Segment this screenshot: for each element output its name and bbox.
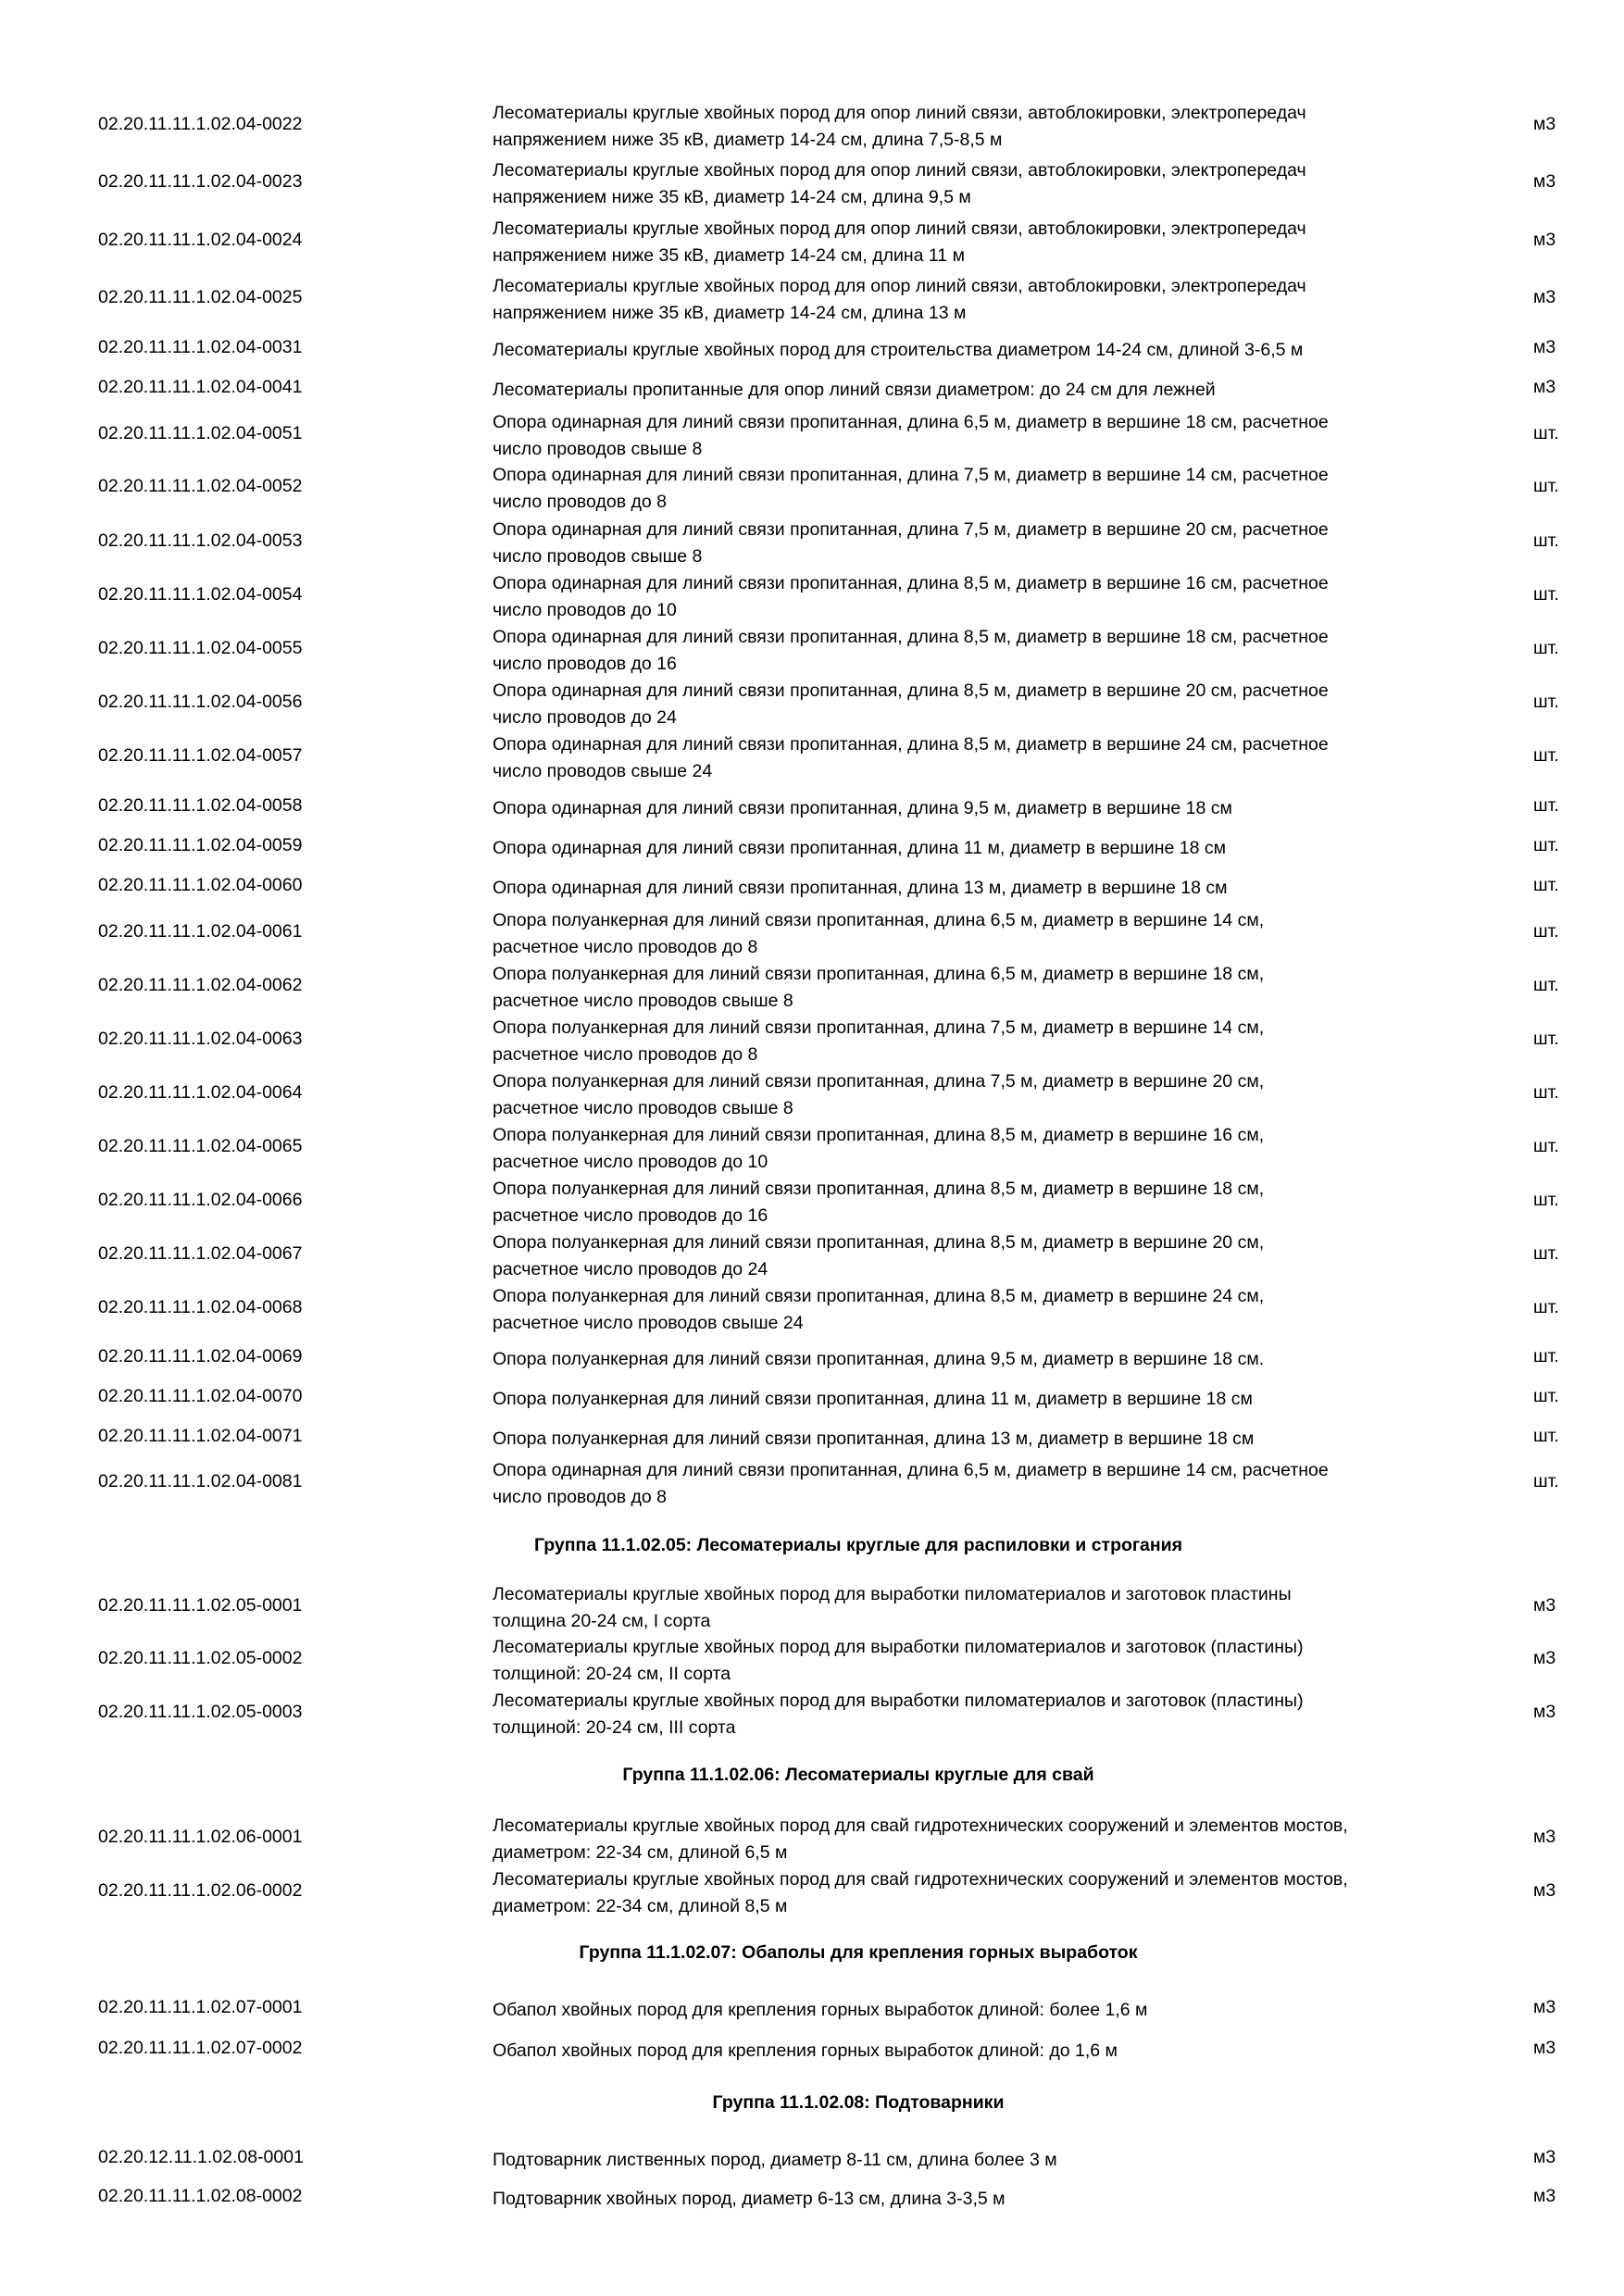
description-line: число проводов до 8: [493, 492, 667, 512]
description-line: Лесоматериалы круглые хвойных пород для выработки пиломатериалов и заготовок пластины: [493, 1584, 1292, 1604]
item-description: [493, 1866, 1455, 1920]
item-unit: шт.: [1533, 530, 1559, 551]
item-code: 02.20.11.11.1.02.04-0065: [98, 1136, 303, 1156]
item-unit: м3: [1533, 2038, 1556, 2058]
item-unit: м3: [1533, 2147, 1556, 2167]
item-unit: м3: [1533, 2186, 1556, 2206]
item-unit: м3: [1533, 114, 1556, 134]
item-description: [493, 907, 1455, 961]
description-line: Опора одинарная для линий связи пропитанная, длина 8,5 м, диаметр в вершине 24 см, расчетное: [493, 734, 1329, 755]
item-unit: шт.: [1533, 476, 1559, 496]
item-code: 02.20.11.11.1.02.04-0023: [98, 171, 303, 192]
item-unit: шт.: [1533, 921, 1559, 942]
item-unit: шт.: [1533, 975, 1559, 995]
item-description: [493, 1997, 1455, 2024]
item-description: [493, 1068, 1455, 1122]
item-code: 02.20.11.11.1.02.04-0025: [98, 287, 303, 307]
item-description: [493, 1688, 1455, 1741]
description-line: Опора полуанкерная для линий связи пропитанная, длина 7,5 м, диаметр в вершине 20 см,: [493, 1071, 1265, 1092]
item-unit: шт.: [1533, 795, 1559, 816]
item-description: [493, 835, 1455, 862]
description-line: Опора полуанкерная для линий связи пропитанная, длина 6,5 м, диаметр в вершине 18 см,: [493, 964, 1265, 984]
description-line: напряжением ниже 35 кВ, диаметр 14-24 см, длина 7,5-8,5 м: [493, 130, 1003, 150]
item-code: 02.20.11.11.1.02.04-0069: [98, 1346, 303, 1366]
item-description: [493, 731, 1455, 785]
description-line: Лесоматериалы пропитанные для опор линий связи диаметром: до 24 см для лежней: [493, 379, 1216, 400]
description-line: Опора полуанкерная для линий связи пропитанная, длина 8,5 м, диаметр в вершине 20 см,: [493, 1232, 1265, 1253]
description-line: Лесоматериалы круглые хвойных пород для свай гидротехнических сооружений и элементов мостов,: [493, 1869, 1348, 1890]
item-unit: шт.: [1533, 1082, 1559, 1103]
item-description: [493, 1457, 1455, 1511]
description-line: число проводов до 16: [493, 654, 677, 674]
item-unit: м3: [1533, 377, 1556, 397]
item-unit: м3: [1533, 1827, 1556, 1847]
item-description: [493, 216, 1455, 269]
item-code: 02.20.11.11.1.02.04-0022: [98, 114, 303, 134]
description-line: расчетное число проводов до 16: [493, 1205, 768, 1226]
description-line: Лесоматериалы круглые хвойных пород для опор линий связи, автоблокировки, электропередач: [493, 218, 1306, 239]
description-line: толщиной: 20-24 см, III сорта: [493, 1717, 736, 1738]
item-code: 02.20.11.11.1.02.04-0041: [98, 377, 303, 397]
item-unit: шт.: [1533, 1426, 1559, 1446]
item-code: 02.20.11.11.1.02.04-0070: [98, 1386, 303, 1406]
item-description: [493, 337, 1455, 364]
description-line: Опора одинарная для линий связи пропитанная, длина 9,5 м, диаметр в вершине 18 см: [493, 797, 1232, 818]
description-line: Опора одинарная для линий связи пропитанная, длина 11 м, диаметр в вершине 18 см: [493, 837, 1227, 858]
description-line: Лесоматериалы круглые хвойных пород для опор линий связи, автоблокировки, электропередач: [493, 276, 1306, 296]
description-line: расчетное число проводов свыше 8: [493, 1098, 793, 1118]
description-line: расчетное число проводов свыше 8: [493, 991, 793, 1011]
description-line: Опора полуанкерная для линий связи пропитанная, длина 8,5 м, диаметр в вершине 18 см,: [493, 1179, 1265, 1199]
description-line: Опора одинарная для линий связи пропитанная, длина 8,5 м, диаметр в вершине 18 см, расчетное: [493, 627, 1329, 647]
item-unit: м3: [1533, 1997, 1556, 2017]
item-description: [493, 678, 1455, 731]
description-line: Лесоматериалы круглые хвойных пород для выработки пиломатериалов и заготовок (пластины): [493, 1691, 1304, 1711]
item-code: 02.20.11.11.1.02.07-0001: [98, 1997, 303, 2017]
item-code: 02.20.11.11.1.02.04-0064: [98, 1082, 303, 1103]
item-unit: м3: [1533, 1702, 1556, 1722]
item-code: 02.20.11.11.1.02.04-0061: [98, 921, 303, 942]
description-line: число проводов до 24: [493, 707, 677, 728]
item-description: [493, 2186, 1455, 2213]
item-unit: м3: [1533, 171, 1556, 192]
description-line: Опора полуанкерная для линий связи пропитанная, длина 8,5 м, диаметр в вершине 24 см,: [493, 1286, 1265, 1306]
item-description: [493, 377, 1455, 404]
item-unit: шт.: [1533, 745, 1559, 766]
description-line: расчетное число проводов до 10: [493, 1152, 768, 1172]
description-line: Опора полуанкерная для линий связи пропитанная, длина 11 м, диаметр в вершине 18 см: [493, 1388, 1253, 1409]
group-heading: Группа 11.1.02.08: Подтоварники: [712, 2092, 1005, 2113]
item-description: [493, 875, 1455, 902]
item-unit: шт.: [1533, 1190, 1559, 1210]
item-description: [493, 1346, 1455, 1373]
item-description: [493, 1229, 1455, 1283]
item-unit: шт.: [1533, 1386, 1559, 1406]
item-code: 02.20.11.11.1.02.04-0053: [98, 530, 303, 551]
item-unit: шт.: [1533, 1471, 1559, 1491]
item-code: 02.20.11.11.1.02.04-0063: [98, 1029, 303, 1049]
description-line: число проводов свыше 8: [493, 439, 703, 459]
description-line: расчетное число проводов до 8: [493, 937, 758, 957]
item-unit: шт.: [1533, 423, 1559, 443]
description-line: Опора одинарная для линий связи пропитанная, длина 6,5 м, диаметр в вершине 18 см, расчетное: [493, 412, 1329, 432]
description-line: Лесоматериалы круглые хвойных пород для опор линий связи, автоблокировки, электропередач: [493, 103, 1306, 123]
description-line: расчетное число проводов свыше 24: [493, 1313, 804, 1333]
item-description: [493, 961, 1455, 1015]
item-code: 02.20.11.11.1.02.04-0057: [98, 745, 303, 766]
item-code: 02.20.12.11.1.02.08-0001: [98, 2147, 304, 2167]
item-description: [493, 157, 1455, 211]
item-description: [493, 462, 1455, 516]
group-heading: Группа 11.1.02.06: Лесоматериалы круглые для свай: [622, 1765, 1094, 1785]
item-description: [493, 1634, 1455, 1688]
description-line: Лесоматериалы круглые хвойных пород для строительства диаметром 14-24 см, длиной 3-6,5 м: [493, 339, 1304, 360]
description-line: толщина 20-24 см, I сорта: [493, 1611, 711, 1631]
description-line: число проводов свыше 24: [493, 761, 713, 781]
description-line: Подтоварник лиственных пород, диаметр 8-11 см, длина более 3 м: [493, 2149, 1057, 2170]
description-line: Обапол хвойных пород для крепления горных выработок длиной: более 1,6 м: [493, 1999, 1148, 2020]
item-code: 02.20.11.11.1.02.06-0001: [98, 1827, 303, 1847]
item-unit: шт.: [1533, 875, 1559, 895]
item-code: 02.20.11.11.1.02.04-0060: [98, 875, 303, 895]
item-code: 02.20.11.11.1.02.04-0031: [98, 337, 303, 357]
description-line: Опора одинарная для линий связи пропитанная, длина 7,5 м, диаметр в вершине 20 см, расчетное: [493, 519, 1329, 540]
item-code: 02.20.11.11.1.02.04-0067: [98, 1243, 303, 1264]
item-description: [493, 273, 1455, 327]
description-line: напряжением ниже 35 кВ, диаметр 14-24 см, длина 11 м: [493, 245, 965, 266]
description-line: напряжением ниже 35 кВ, диаметр 14-24 см, длина 13 м: [493, 303, 967, 323]
item-code: 02.20.11.11.1.02.05-0003: [98, 1702, 303, 1722]
item-code: 02.20.11.11.1.02.04-0056: [98, 692, 303, 712]
item-unit: шт.: [1533, 1136, 1559, 1156]
description-line: Подтоварник хвойных пород, диаметр 6-13 см, длина 3-3,5 м: [493, 2188, 1006, 2209]
item-description: [493, 570, 1455, 624]
description-line: Опора полуанкерная для линий связи пропитанная, длина 13 м, диаметр в вершине 18 см: [493, 1428, 1255, 1449]
item-code: 02.20.11.11.1.02.05-0002: [98, 1648, 303, 1668]
item-description: [493, 409, 1455, 463]
description-line: число проводов до 8: [493, 1487, 667, 1507]
description-line: Опора одинарная для линий связи пропитанная, длина 8,5 м, диаметр в вершине 16 см, расчетное: [493, 573, 1329, 593]
description-line: Опора одинарная для линий связи пропитанная, длина 13 м, диаметр в вершине 18 см: [493, 877, 1228, 898]
item-code: 02.20.11.11.1.02.04-0055: [98, 638, 303, 658]
item-unit: м3: [1533, 1648, 1556, 1668]
description-line: Опора полуанкерная для линий связи пропитанная, длина 6,5 м, диаметр в вершине 14 см,: [493, 910, 1265, 930]
description-line: Обапол хвойных пород для крепления горных выработок длиной: до 1,6 м: [493, 2040, 1118, 2061]
item-description: [493, 1176, 1455, 1229]
item-description: [493, 1283, 1455, 1337]
item-unit: м3: [1533, 1595, 1556, 1616]
item-unit: шт.: [1533, 638, 1559, 658]
item-description: [493, 1426, 1455, 1453]
item-code: 02.20.11.11.1.02.04-0051: [98, 423, 303, 443]
item-code: 02.20.11.11.1.02.07-0002: [98, 2038, 303, 2058]
item-description: [493, 100, 1455, 154]
item-description: [493, 1813, 1455, 1866]
description-line: напряжением ниже 35 кВ, диаметр 14-24 см, длина 9,5 м: [493, 187, 971, 207]
description-line: Опора одинарная для линий связи пропитанная, длина 8,5 м, диаметр в вершине 20 см, расчетное: [493, 680, 1329, 701]
item-code: 02.20.11.11.1.02.04-0054: [98, 584, 303, 605]
item-unit: шт.: [1533, 1029, 1559, 1049]
item-code: 02.20.11.11.1.02.05-0001: [98, 1595, 303, 1616]
item-unit: шт.: [1533, 835, 1559, 855]
item-unit: шт.: [1533, 1346, 1559, 1366]
description-line: расчетное число проводов до 24: [493, 1259, 768, 1279]
item-description: [493, 517, 1455, 570]
item-unit: шт.: [1533, 692, 1559, 712]
item-description: [493, 2038, 1455, 2065]
item-code: 02.20.11.11.1.02.04-0081: [98, 1471, 303, 1491]
description-line: Опора полуанкерная для линий связи пропитанная, длина 9,5 м, диаметр в вершине 18 см.: [493, 1348, 1265, 1369]
group-heading: Группа 11.1.02.07: Обаполы для крепления горных выработок: [579, 1942, 1138, 1963]
item-unit: м3: [1533, 1880, 1556, 1901]
item-code: 02.20.11.11.1.02.04-0071: [98, 1426, 303, 1446]
description-line: число проводов до 10: [493, 600, 677, 620]
item-code: 02.20.11.11.1.02.04-0062: [98, 975, 303, 995]
item-unit: шт.: [1533, 1243, 1559, 1264]
description-line: Лесоматериалы круглые хвойных пород для опор линий связи, автоблокировки, электропередач: [493, 160, 1306, 181]
item-description: [493, 1122, 1455, 1176]
item-code: 02.20.11.11.1.02.06-0002: [98, 1880, 303, 1901]
item-unit: м3: [1533, 287, 1556, 307]
description-line: диаметром: 22-34 см, длиной 8,5 м: [493, 1896, 788, 1916]
description-line: Опора одинарная для линий связи пропитанная, длина 6,5 м, диаметр в вершине 14 см, расчетное: [493, 1460, 1329, 1480]
description-line: толщиной: 20-24 см, II сорта: [493, 1664, 731, 1684]
description-line: расчетное число проводов до 8: [493, 1044, 758, 1065]
item-code: 02.20.11.11.1.02.04-0024: [98, 230, 303, 250]
item-unit: шт.: [1533, 1297, 1559, 1317]
description-line: Лесоматериалы круглые хвойных пород для выработки пиломатериалов и заготовок (пластины): [493, 1637, 1304, 1657]
description-line: число проводов свыше 8: [493, 546, 703, 567]
group-heading: Группа 11.1.02.05: Лесоматериалы круглые для распиловки и строгания: [533, 1535, 1183, 1555]
item-code: 02.20.11.11.1.02.04-0068: [98, 1297, 303, 1317]
item-code: 02.20.11.11.1.02.04-0052: [98, 476, 303, 496]
description-line: Опора полуанкерная для линий связи пропитанная, длина 7,5 м, диаметр в вершине 14 см,: [493, 1017, 1265, 1038]
item-description: [493, 624, 1455, 678]
item-description: [493, 1015, 1455, 1068]
item-code: 02.20.11.11.1.02.04-0059: [98, 835, 303, 855]
item-unit: шт.: [1533, 584, 1559, 605]
item-code: 02.20.11.11.1.02.08-0002: [98, 2186, 303, 2206]
item-code: 02.20.11.11.1.02.04-0066: [98, 1190, 303, 1210]
item-description: [493, 795, 1455, 822]
description-line: Лесоматериалы круглые хвойных пород для свай гидротехнических сооружений и элементов мостов,: [493, 1816, 1348, 1836]
item-code: 02.20.11.11.1.02.04-0058: [98, 795, 303, 816]
description-line: Опора одинарная для линий связи пропитанная, длина 7,5 м, диаметр в вершине 14 см, расчетное: [493, 465, 1329, 485]
item-description: [493, 2147, 1455, 2174]
item-description: [493, 1386, 1455, 1413]
item-unit: м3: [1533, 230, 1556, 250]
item-unit: м3: [1533, 337, 1556, 357]
item-description: [493, 1581, 1455, 1635]
description-line: Опора полуанкерная для линий связи пропитанная, длина 8,5 м, диаметр в вершине 16 см,: [493, 1125, 1265, 1145]
description-line: диаметром: 22-34 см, длиной 6,5 м: [493, 1842, 788, 1863]
